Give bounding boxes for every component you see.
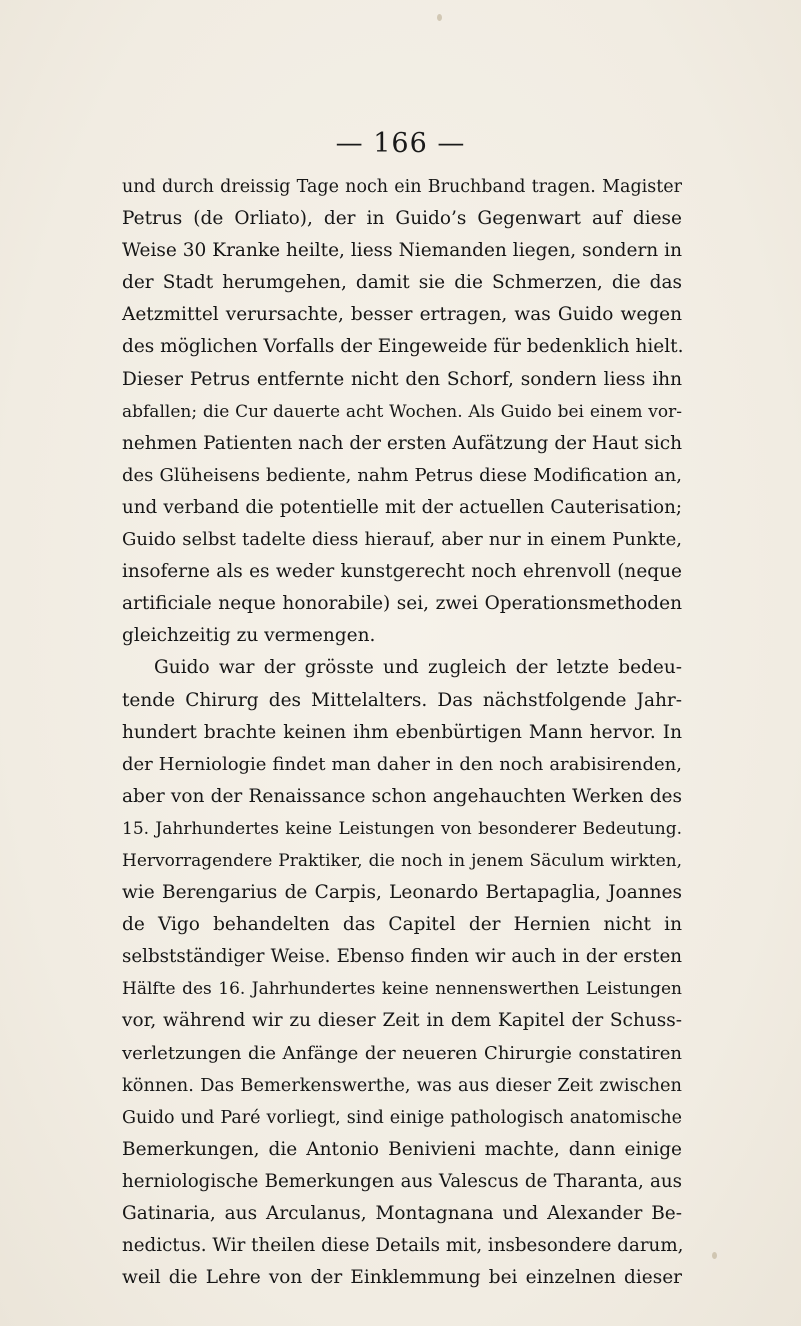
text-line: insoferne als es weder kunstgerecht noch ehrenvoll (neque — [122, 561, 682, 583]
text-line: Guido war der grösste und zugleich der letzte bedeu- — [154, 657, 682, 679]
text-line: Petrus (de Orliato), der in Guido’s Gegenwart auf diese — [122, 208, 682, 230]
text-line: tende Chirurg des Mittelalters. Das nächstfolgende Jahr- — [122, 689, 682, 711]
text-line: herniologische Bemerkungen aus Valescus de Tharanta, aus — [122, 1170, 682, 1192]
text-line: des möglichen Vorfalls der Eingeweide für bedenklich hielt. — [122, 336, 684, 358]
text-line: und verband die potentielle mit der actuellen Cauterisation; — [122, 496, 682, 518]
text-line: und durch dreissig Tage noch ein Bruchband tragen. Magister — [122, 177, 682, 197]
text-line: aber von der Renaissance schon angehauchten Werken des — [122, 785, 682, 807]
text-line: 15. Jahrhundertes keine Leistungen von besonderer Bedeutung. — [122, 818, 682, 839]
text-line: Dieser Petrus entfernte nicht den Schorf, sondern liess ihn — [122, 368, 682, 390]
text-line: artificiale neque honorabile) sei, zwei Operationsmethoden — [122, 593, 682, 615]
text-line: Weise 30 Kranke heilte, liess Niemanden liegen, sondern in — [122, 240, 682, 262]
text-line: Aetzmittel verursachte, besser ertragen, was Guido wegen — [122, 304, 682, 326]
text-line: der Herniologie findet man daher in den noch arabisirenden, — [122, 753, 682, 775]
page-number: — 166 — — [335, 128, 466, 159]
text-line: Hervorragendere Praktiker, die noch in jenem Säculum wirkten, — [122, 850, 682, 871]
text-line: nedictus. Wir theilen diese Details mit, insbesondere darum, — [122, 1235, 684, 1257]
text-line: abfallen; die Cur dauerte acht Wochen. Als Guido bei einem vor- — [122, 401, 682, 422]
text-line: Bemerkungen, die Antonio Benivieni machte, dann einige — [122, 1138, 682, 1160]
text-line: Gatinaria, aus Arculanus, Montagnana und Alexander Be- — [122, 1203, 682, 1224]
text-line: Hälfte des 16. Jahrhundertes keine nennenswerthen Leistungen — [122, 979, 682, 1000]
text-line: Guido und Paré vorliegt, sind einige pathologisch anatomische — [122, 1107, 682, 1128]
text-line: hundert brachte keinen ihm ebenbürtigen Mann hervor. In — [122, 721, 682, 743]
text-line: können. Das Bemerkenswerthe, was aus dieser Zeit zwischen — [122, 1075, 682, 1096]
text-line: vor, während wir zu dieser Zeit in dem Kapitel der Schuss- — [122, 1010, 682, 1032]
text-line: Guido selbst tadelte diess hierauf, aber nur in einem Punkte, — [122, 529, 682, 551]
text-line: selbstständiger Weise. Ebenso finden wir auch in der ersten — [122, 946, 682, 968]
text-line: des Glüheisens bediente, nahm Petrus diese Modification an, — [122, 464, 682, 486]
text-line: weil die Lehre von der Einklemmung bei einzelnen dieser — [122, 1267, 682, 1289]
text-line: der Stadt herumgehen, damit sie die Schmerzen, die das — [122, 272, 682, 294]
text-line: wie Berengarius de Carpis, Leonardo Bertapaglia, Joannes — [122, 882, 682, 904]
paper-speck — [437, 14, 442, 21]
body-text — [122, 171, 682, 1294]
text-line: de Vigo behandelten das Capitel der Hernien nicht in — [122, 914, 682, 936]
text-line: nehmen Patienten nach der ersten Aufätzung der Haut sich — [122, 432, 682, 454]
text-line: gleichzeitig zu vermengen. — [122, 625, 376, 647]
text-line: verletzungen die Anfänge der neueren Chirurgie constatiren — [122, 1042, 682, 1064]
paper-speck — [712, 1252, 717, 1259]
